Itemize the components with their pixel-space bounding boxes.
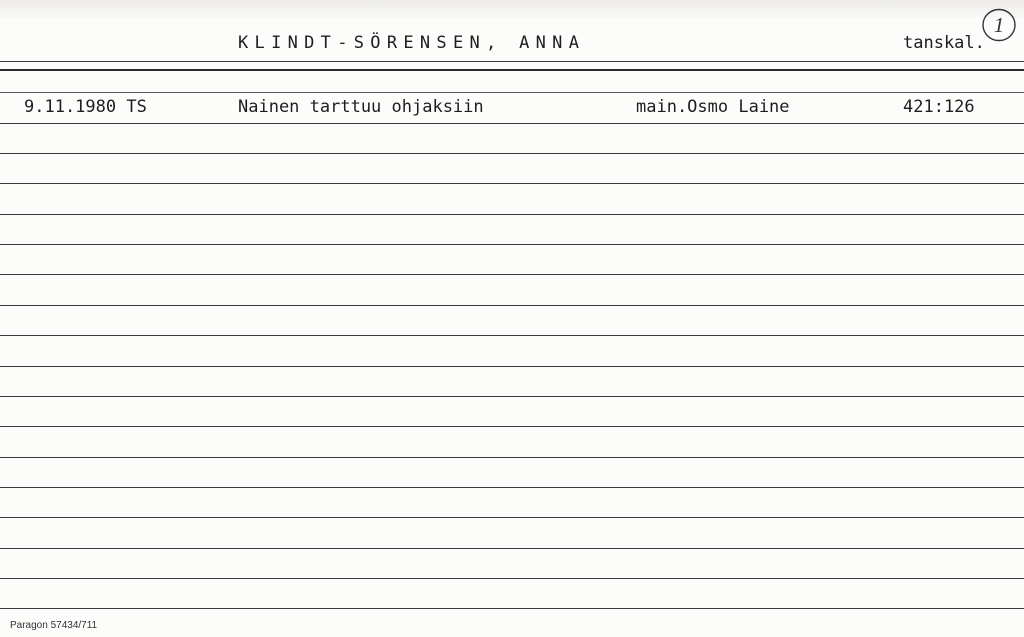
circled-number-text: 1 <box>993 13 1005 37</box>
row-rule <box>0 335 1024 336</box>
printer-imprint: Paragon 57434/711 <box>10 620 98 631</box>
row-rule <box>0 214 1024 215</box>
row-rule <box>0 457 1024 458</box>
row-rule <box>0 183 1024 184</box>
row-rule <box>0 366 1024 367</box>
row-rule <box>0 244 1024 245</box>
row-rule <box>0 123 1024 124</box>
row-rule <box>0 274 1024 275</box>
entry-title: Nainen tarttuu ohjaksiin <box>238 97 484 117</box>
row-rule <box>0 487 1024 488</box>
row-rule <box>0 517 1024 518</box>
author-name: KLINDT-SÖRENSEN, ANNA <box>238 33 586 53</box>
card-top-edge <box>0 0 1024 18</box>
header-rule-bottom <box>0 69 1024 71</box>
row-rule <box>0 153 1024 154</box>
circled-number-mark <box>980 6 1018 44</box>
row-rule <box>0 426 1024 427</box>
row-rule <box>0 396 1024 397</box>
entry-reference: 421:126 <box>903 97 975 117</box>
row-rule <box>0 92 1024 93</box>
row-rule <box>0 578 1024 579</box>
row-rule <box>0 608 1024 609</box>
row-rule <box>0 305 1024 306</box>
entry-translator: main.Osmo Laine <box>636 97 790 117</box>
row-rule <box>0 548 1024 549</box>
language-label: tanskal. <box>903 33 985 53</box>
entry-date: 9.11.1980 TS <box>24 97 147 117</box>
header-rule-top <box>0 61 1024 62</box>
